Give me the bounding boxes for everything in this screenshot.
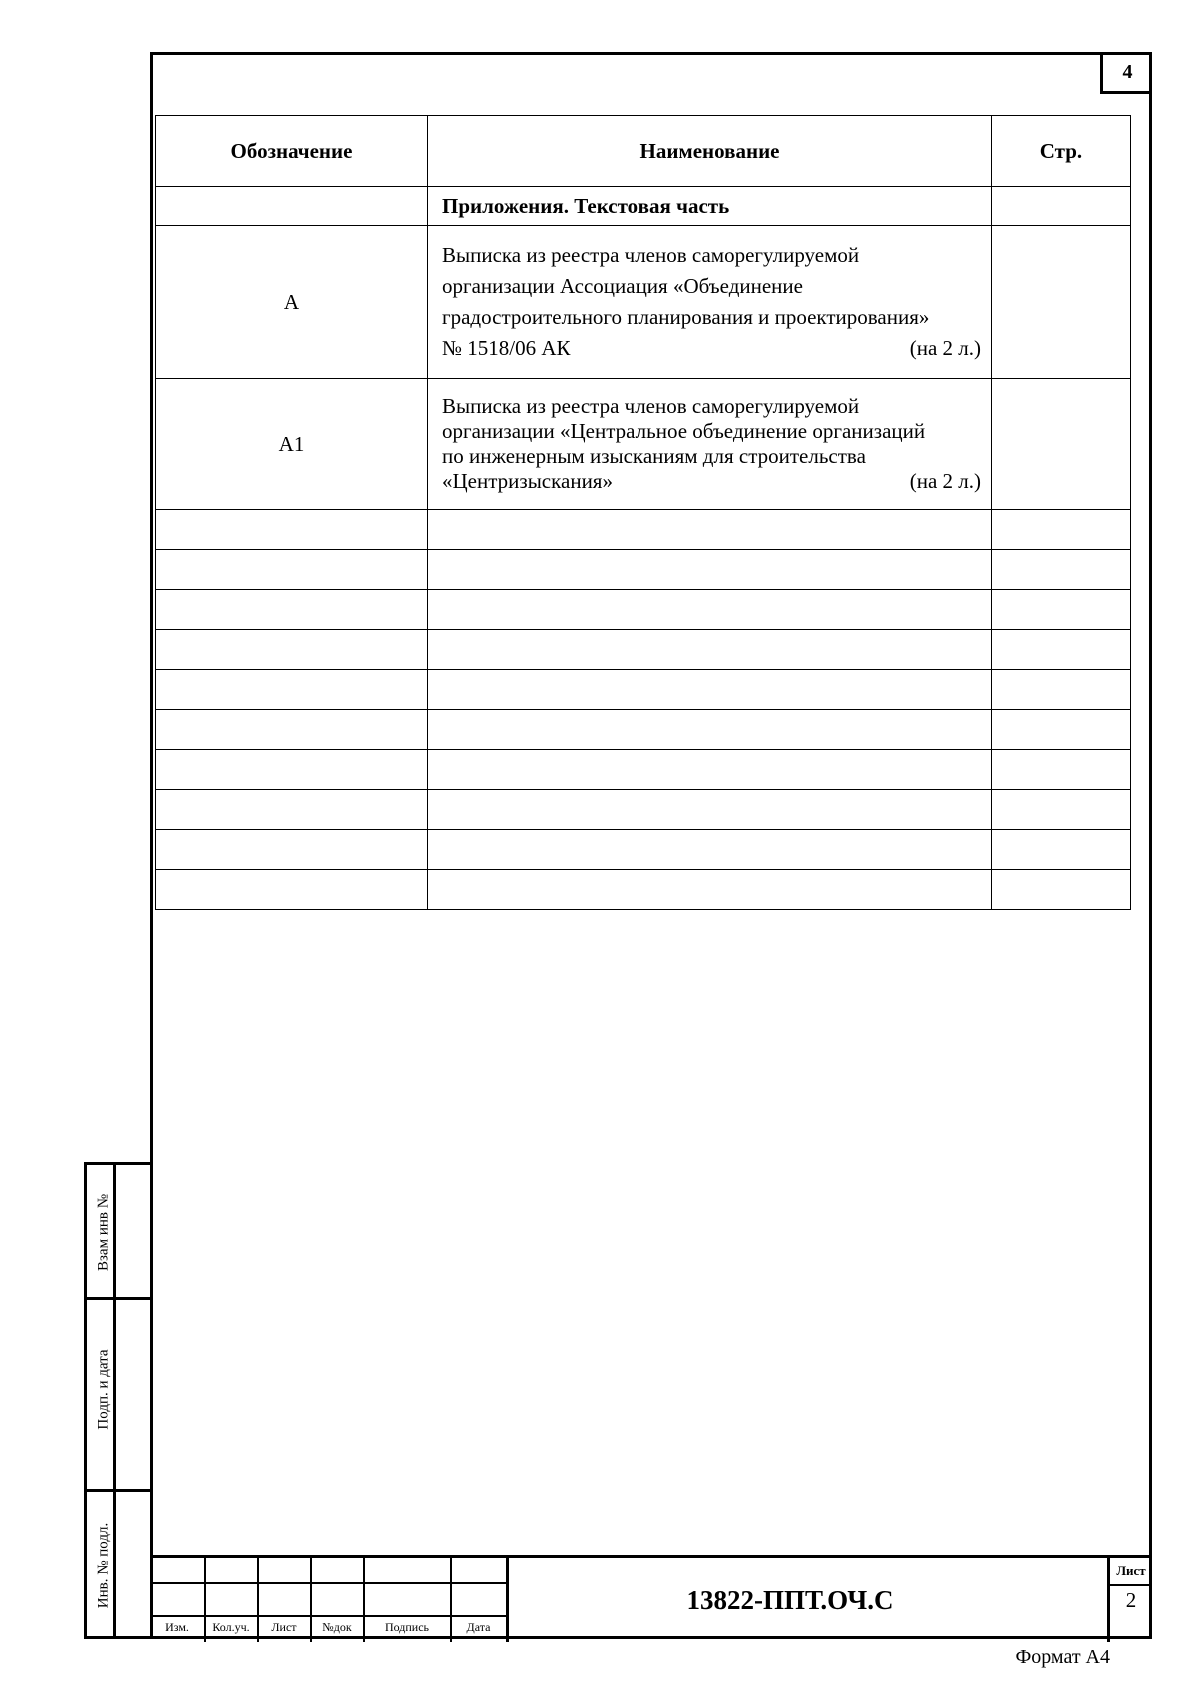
section-page-cell	[992, 187, 1131, 226]
item-number: «Центризыскания»	[442, 469, 613, 493]
section-title: Приложения. Текстовая часть	[428, 187, 992, 226]
item-name-line: Выписка из реестра членов саморегулируемой	[442, 243, 860, 267]
section-row	[156, 187, 1131, 226]
item-name-line: по инженерным изысканиям для строительства	[442, 444, 866, 468]
empty-table-row	[156, 590, 1131, 630]
header-page: Стр.	[992, 116, 1131, 187]
item-name-last-line	[442, 469, 981, 494]
side-stamp-podp-data	[84, 1297, 153, 1492]
top-sheet-number: 4	[1122, 61, 1133, 83]
item-sheets-note: (на 2 л.)	[909, 336, 981, 360]
contents-table	[155, 115, 1131, 910]
tb-label-list: Лист	[271, 1620, 297, 1634]
side-stamp-vzam-inv	[84, 1162, 153, 1300]
item-name-last-line	[442, 333, 981, 364]
item-number: № 1518/06 АК	[442, 336, 571, 360]
empty-table-row	[156, 870, 1131, 910]
empty-table-row	[156, 750, 1131, 790]
tb-label-izm: Изм.	[165, 1620, 189, 1634]
format-label: Формат А4	[1015, 1646, 1110, 1668]
side-label-inv-podl: Инв. № подл.	[95, 1522, 112, 1609]
top-sheet-number-box	[1100, 55, 1152, 94]
side-label-podp-data: Подп. и дата	[95, 1349, 112, 1430]
side-label-vzam-inv: Взам инв №	[95, 1193, 112, 1272]
tb-label-data: Дата	[466, 1620, 491, 1634]
side-stamp-inv-podl	[84, 1489, 153, 1639]
document-code: 13822-ППТ.ОЧ.С	[686, 1585, 894, 1615]
item-page	[992, 379, 1131, 510]
item-name	[428, 226, 992, 379]
item-code: А	[156, 226, 428, 379]
tb-label-ndok: №док	[322, 1620, 352, 1634]
empty-table-row	[156, 830, 1131, 870]
sheet-number: 2	[1125, 1588, 1137, 1612]
tb-label-podpis: Подпись	[384, 1620, 430, 1634]
empty-table-row	[156, 550, 1131, 590]
table-header-row	[156, 116, 1131, 187]
item-name-line: Выписка из реестра членов саморегулируемой	[442, 394, 860, 418]
item-page	[992, 226, 1131, 379]
item-sheets-note: (на 2 л.)	[909, 469, 981, 493]
table-row	[156, 226, 1131, 379]
table-row	[156, 379, 1131, 510]
tb-label-kol-uch: Кол.уч.	[212, 1620, 250, 1634]
empty-table-row	[156, 790, 1131, 830]
item-name-line: организации Ассоциация «Объединение	[442, 274, 803, 298]
section-code-cell	[156, 187, 428, 226]
header-code: Обозначение	[156, 116, 428, 187]
item-name-line: градостроительного планирования и проектирования»	[442, 305, 930, 329]
sheet-label: Лист	[1116, 1563, 1146, 1578]
empty-table-row	[156, 630, 1131, 670]
empty-table-row	[156, 510, 1131, 550]
item-name-line: организации «Центральное объединение организаций	[442, 419, 926, 443]
item-name	[428, 379, 992, 510]
item-code: А1	[156, 379, 428, 510]
empty-table-row	[156, 710, 1131, 750]
header-name: Наименование	[428, 116, 992, 187]
empty-table-row	[156, 670, 1131, 710]
